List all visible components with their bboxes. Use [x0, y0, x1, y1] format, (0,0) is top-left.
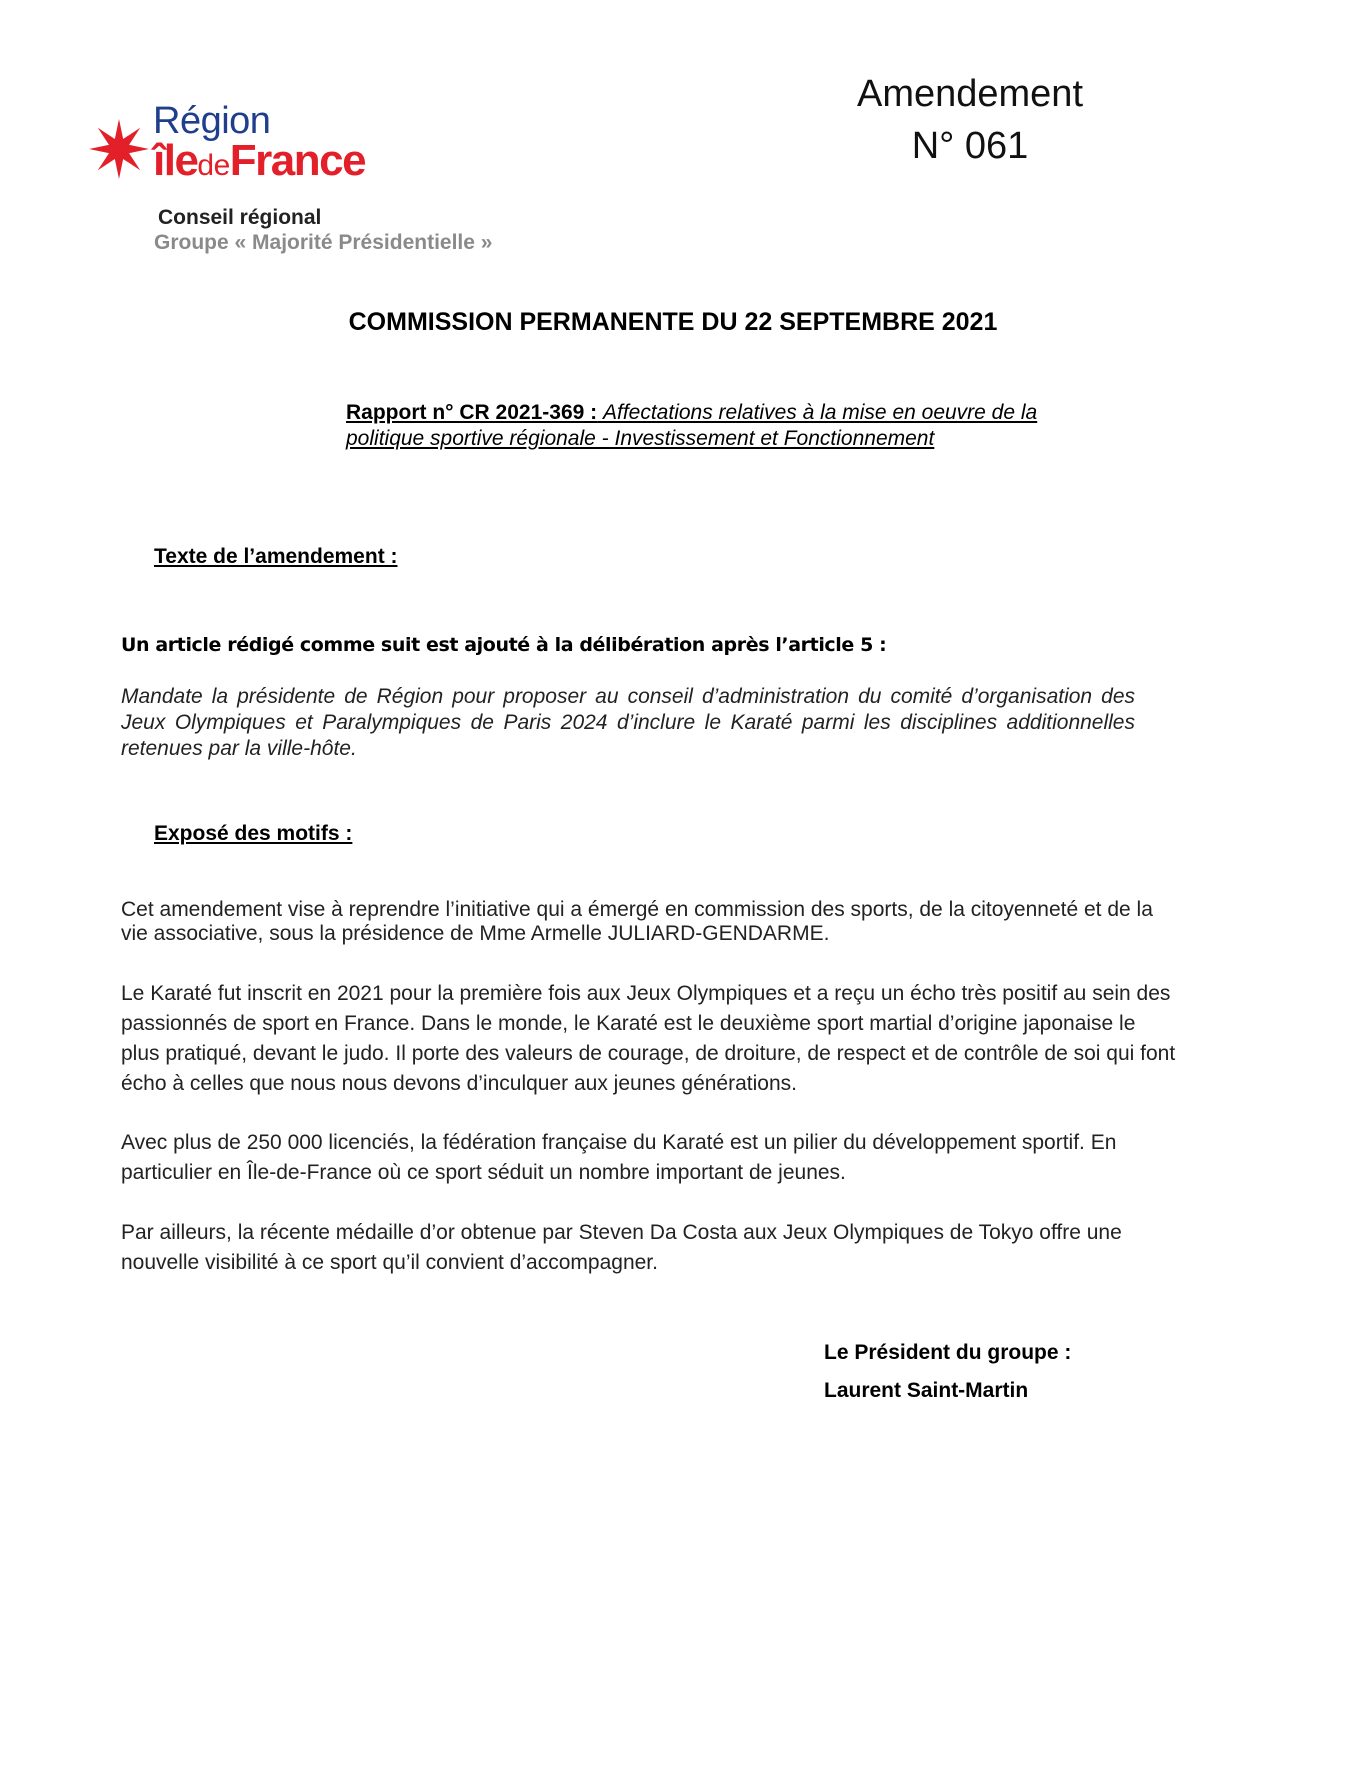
- mandate-text: Mandate la présidente de Région pour proposer au conseil d’administration du comité d’organisation des Jeux Olympiques et Paralympiques de Paris 2024 d’inclure le Karaté parmi les disciplines additionnelles retenues par la ville-hôte.: [121, 685, 1135, 760]
- motif-paragraph: Par ailleurs, la récente médaille d’or obtenue par Steven Da Costa aux Jeux Olympiques de Tokyo offre une nouvelle visibilité à ce sport qu’il convient d’accompagner.: [121, 1221, 1122, 1274]
- region-logo: [88, 100, 408, 185]
- signature-title: Le Président du groupe :: [824, 1341, 1072, 1364]
- rapport-reference: [346, 400, 1066, 452]
- motif-paragraph: Avec plus de 250 000 licenciés, la fédération française du Karaté est un pilier du développement sportif. En particulier en Île-de-France où ce sport séduit un nombre important de jeunes.: [121, 1131, 1117, 1184]
- logo-iledefrance-text: îledeFrance: [153, 136, 366, 185]
- rapport-number: Rapport n° CR 2021-369 :: [346, 401, 598, 424]
- star-icon: [88, 118, 150, 180]
- motif-paragraph: Le Karaté fut inscrit en 2021 pour la première fois aux Jeux Olympiques et a reçu un écho très positif au sein des passionnés de sport en France. Dans le monde, le Karaté est le deuxième sport martial d’origine japonaise le plus pratiqué, devant le judo. Il porte des valeurs de courage, de droiture, de respect et de contrôle de soi qui font écho à celles que nous nous devons d’inculquer aux jeunes générations.: [121, 982, 1176, 1095]
- commission-title: COMMISSION PERMANENTE DU 22 SEPTEMBRE 2021: [348, 308, 998, 336]
- expose-heading: Exposé des motifs :: [154, 822, 353, 845]
- logo-region-text: Région: [153, 100, 271, 142]
- article-intro: Un article rédigé comme suit est ajouté à la délibération après l’article 5 :: [121, 634, 887, 656]
- amendement-number: [820, 68, 1120, 172]
- conseil-label: Conseil régional: [158, 206, 322, 229]
- amendement-no: N° 061: [911, 125, 1029, 167]
- amendement-title: Amendement: [856, 73, 1083, 115]
- rapport-description: Affectations relatives à la mise en oeuvre de la politique sportive régionale - Investissement et Fonctionnement: [346, 401, 1038, 450]
- signature-name: Laurent Saint-Martin: [824, 1379, 1029, 1402]
- motif-paragraph: Cet amendement vise à reprendre l’initiative qui a émergé en commission des sports, de la citoyenneté et de la vie associative, sous la présidence de Mme Armelle JULIARD-GENDARME.: [121, 898, 1153, 945]
- groupe-label: Groupe « Majorité Présidentielle »: [154, 231, 493, 254]
- signature-block: [824, 1334, 1071, 1410]
- texte-heading: Texte de l’amendement :: [154, 545, 398, 568]
